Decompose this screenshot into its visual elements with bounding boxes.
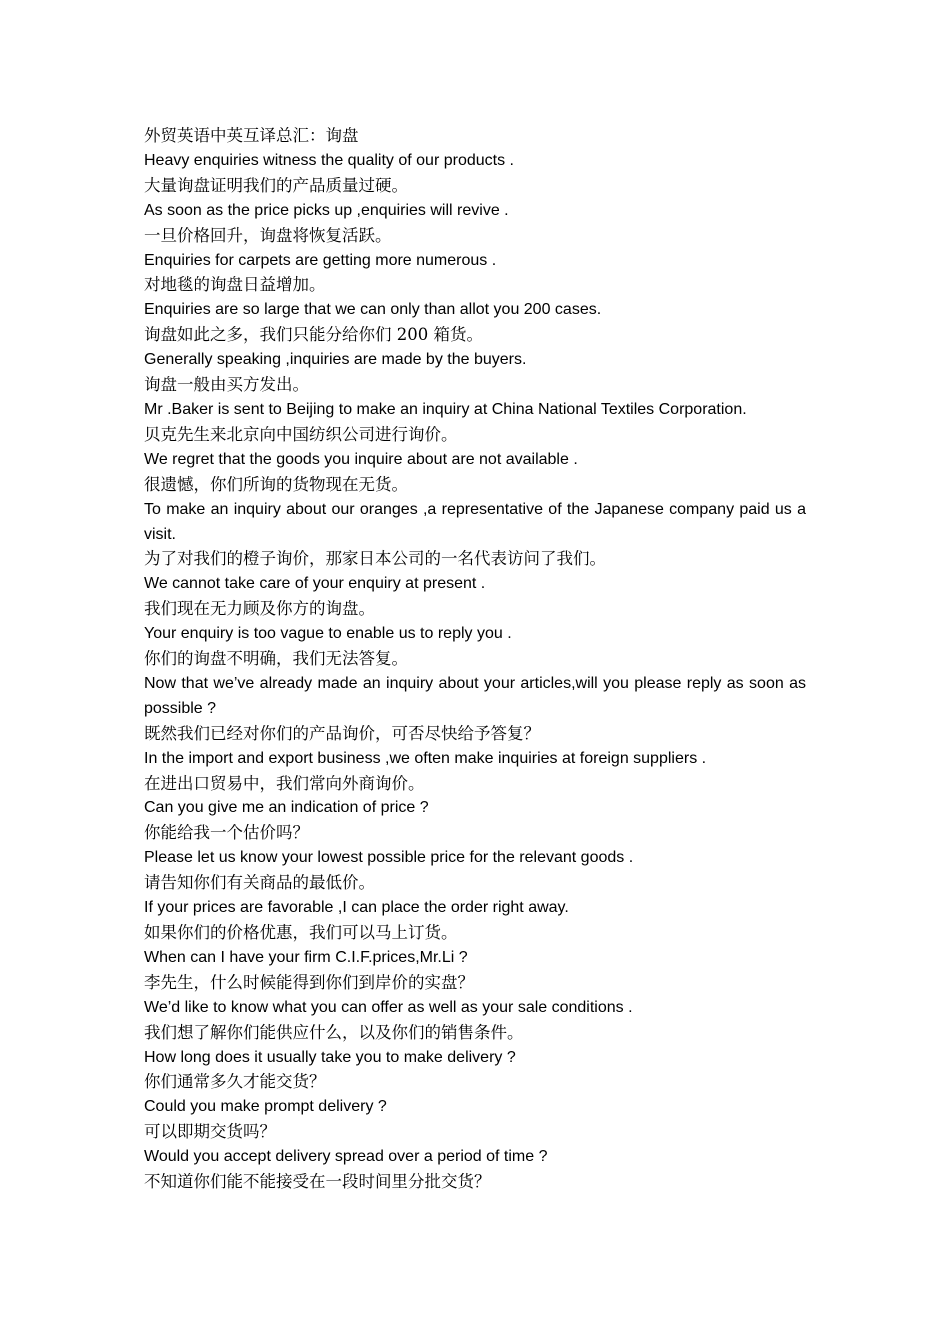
document-body [144,124,806,1195]
chinese-translation: 为了对我们的橙子询价，那家日本公司的一名代表访问了我们。 [144,549,606,569]
chinese-translation: 我们现在无力顾及你方的询盘。 [144,599,375,619]
chinese-translation: 可以即期交货吗？ [144,1122,276,1142]
english-sentence: When can I have your firm C.I.F.prices,Mr.Li ? [144,948,468,966]
english-sentence: Would you accept delivery spread over a period of time ? [144,1148,548,1166]
chinese-translation: 在进出口贸易中，我们常向外商询价。 [144,773,425,793]
chinese-translation: 大量询盘证明我们的产品质量过硬。 [144,175,408,195]
document-title: 外贸英语中英互译总汇：询盘 [144,126,359,145]
chinese-translation: 询盘一般由买方发出。 [144,375,309,395]
english-sentence: Heavy enquiries witness the quality of our products . [144,151,514,169]
english-sentence: Now that we’ve already made an inquiry about your articles,will you please reply as soon as possible ? [144,674,806,717]
english-sentence: In the import and export business ,we often make inquiries at foreign suppliers . [144,749,707,767]
chinese-translation: 一旦价格回升，询盘将恢复活跃。 [144,225,392,245]
chinese-translation: 李先生，什么时候能得到你们到岸价的实盘？ [144,972,474,992]
chinese-translation: 对地毯的询盘日益增加。 [144,275,326,295]
chinese-translation: 询盘如此之多，我们只能分给你们 200 箱货。 [144,325,483,345]
english-sentence: Mr .Baker is sent to Beijing to make an inquiry at China National Textiles Corporation. [144,400,747,418]
english-sentence: Please let us know your lowest possible price for the relevant goods . [144,849,634,867]
chinese-translation: 你们通常多久才能交货？ [144,1072,326,1092]
chinese-translation: 不知道你们能不能接受在一段时间里分批交货？ [144,1172,491,1192]
chinese-translation: 如果你们的价格优惠，我们可以马上订货。 [144,923,458,942]
chinese-translation: 请告知你们有关商品的最低价。 [144,873,375,893]
english-sentence: We’d like to know what you can offer as well as your sale conditions . [144,998,633,1016]
chinese-translation: 我们想了解你们能供应什么，以及你们的销售条件。 [144,1022,524,1042]
chinese-translation: 很遗憾，你们所询的货物现在无货。 [144,474,408,494]
english-sentence: Can you give me an indication of price ? [144,799,429,817]
english-sentence: Could you make prompt delivery ? [144,1098,387,1116]
english-sentence: How long does it usually take you to make delivery ? [144,1048,516,1066]
chinese-translation: 你能给我一个估价吗？ [144,823,309,843]
chinese-translation: 贝克先生来北京向中国纺织公司进行询价。 [144,424,458,444]
english-sentence: Enquiries for carpets are getting more numerous . [144,251,497,269]
chinese-translation: 既然我们已经对你们的产品询价，可否尽快给予答复？ [144,723,540,743]
english-sentence: Enquiries are so large that we can only than allot you 200 cases. [144,301,602,319]
english-sentence: To make an inquiry about our oranges ,a representative of the Japanese company paid us a visit. [144,500,806,543]
english-sentence: We regret that the goods you inquire about are not available . [144,450,578,468]
english-sentence: Generally speaking ,inquiries are made by the buyers. [144,351,527,369]
chinese-translation: 你们的询盘不明确，我们无法答复。 [144,649,408,669]
english-sentence: If your prices are favorable ,I can place the order right away. [144,899,569,917]
english-sentence: As soon as the price picks up ,enquiries will revive . [144,201,509,219]
english-sentence: Your enquiry is too vague to enable us to reply you . [144,625,512,643]
english-sentence: We cannot take care of your enquiry at present . [144,575,486,593]
